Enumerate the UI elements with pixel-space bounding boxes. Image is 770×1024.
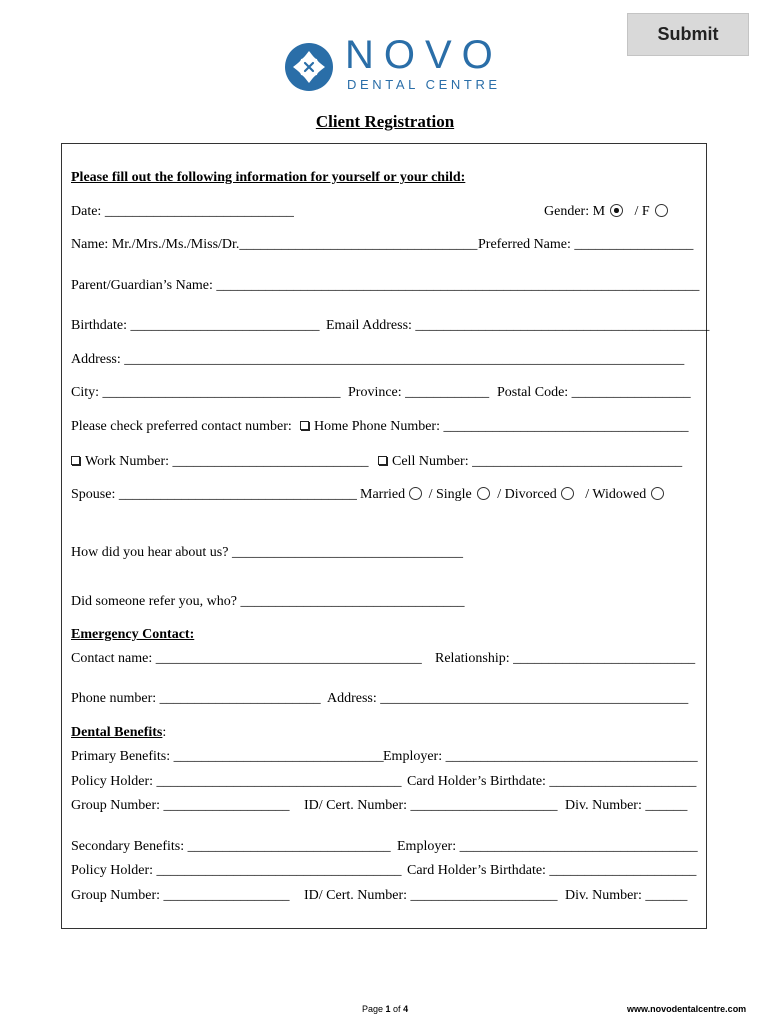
page-current: 1 [385,1004,391,1014]
page-indicator [362,1003,408,1015]
logo-subtitle: DENTAL CENTRE [347,77,501,92]
cell-number-checkbox[interactable] [378,456,387,465]
emergency-address-field[interactable]: Address: ____________________________________________ [327,691,689,706]
work-number-checkbox[interactable] [71,456,80,465]
primary-card-holder-birthdate-field[interactable]: Card Holder’s Birthdate: _____________________ [407,774,697,789]
secondary-div-number-field[interactable]: Div. Number: ______ [565,888,688,903]
secondary-group-number-field[interactable]: Group Number: __________________ [71,888,290,903]
emergency-contact-heading: Emergency Contact: [71,627,195,642]
relationship-field[interactable]: Relationship: __________________________ [435,651,696,666]
dental-benefits-heading: Dental Benefits [71,725,163,740]
secondary-card-holder-birthdate-field[interactable]: Card Holder’s Birthdate: _____________________ [407,863,697,878]
primary-div-number-field[interactable]: Div. Number: ______ [565,798,688,813]
primary-group-number-field[interactable]: Group Number: __________________ [71,798,290,813]
website-url: www.novodentalcentre.com [627,1004,747,1014]
widowed-radio[interactable] [651,487,664,500]
marital-status-group [360,486,664,504]
married-radio[interactable] [409,487,422,500]
gender-group [544,203,668,221]
referred-by-field[interactable]: Did someone refer you, who? ________________________________ [71,594,465,609]
province-field[interactable]: Province: ____________ [348,385,490,400]
gender-label: Gender: M [544,204,606,219]
contact-preference-label: Please check preferred contact number: [71,419,292,434]
parent-guardian-field[interactable]: Parent/Guardian’s Name: _____________________________________________________________________ [71,278,700,293]
dental-benefits-heading-group [71,724,166,742]
primary-id-cert-number-field[interactable]: ID/ Cert. Number: _____________________ [304,798,558,813]
spouse-field[interactable]: Spouse: __________________________________ [71,487,357,502]
primary-employer-field[interactable]: Employer: ____________________________________ [383,749,698,764]
widowed-label: / Widowed [585,487,647,502]
hear-about-field[interactable]: How did you hear about us? _________________________________ [71,545,463,560]
single-radio[interactable] [477,487,490,500]
preferred-name-field[interactable]: Preferred Name: _________________ [478,237,694,252]
primary-policy-holder-field[interactable]: Policy Holder: ___________________________________ [71,774,402,789]
dental-benefits-colon: : [162,725,167,740]
date-field[interactable]: Date: ___________________________ [71,204,294,219]
married-label: Married [360,487,406,502]
work-number-field[interactable]: Work Number: ____________________________ [85,454,369,469]
novo-logo-icon [284,42,334,92]
gender-male-radio[interactable] [610,204,623,217]
home-phone-option[interactable] [300,418,688,436]
logo-wordmark: NOVO [345,33,503,77]
secondary-employer-field[interactable]: Employer: __________________________________ [397,839,698,854]
primary-benefits-field[interactable]: Primary Benefits: ______________________________ [71,749,384,764]
city-field[interactable]: City: __________________________________ [71,385,341,400]
page-prefix: Page [362,1004,386,1014]
email-field[interactable]: Email Address: __________________________________________ [326,318,710,333]
phone-number-field[interactable]: Phone number: _______________________ [71,691,321,706]
work-number-option[interactable] [71,453,369,471]
home-phone-checkbox[interactable] [300,421,309,430]
name-field[interactable]: Name: Mr./Mrs./Ms./Miss/Dr.__________________________________ [71,237,478,252]
contact-name-field[interactable]: Contact name: ______________________________________ [71,651,422,666]
form-intro: Please fill out the following information for yourself or your child: [71,170,466,185]
secondary-benefits-field[interactable]: Secondary Benefits: _____________________________ [71,839,391,854]
submit-button[interactable]: Submit [627,13,749,56]
divorced-radio[interactable] [561,487,574,500]
page-title: Client Registration [315,112,455,131]
home-phone-field[interactable]: Home Phone Number: ___________________________________ [314,419,689,434]
gender-female-label: / F [634,204,650,219]
divorced-label: / Divorced [497,487,557,502]
birthdate-field[interactable]: Birthdate: ___________________________ [71,318,320,333]
postal-code-field[interactable]: Postal Code: _________________ [497,385,691,400]
page-of: of [390,1004,404,1014]
secondary-id-cert-number-field[interactable]: ID/ Cert. Number: _____________________ [304,888,558,903]
single-label: / Single [428,487,472,502]
gender-female-radio[interactable] [655,204,668,217]
cell-number-field[interactable]: Cell Number: ______________________________ [392,454,683,469]
cell-number-option[interactable] [378,453,682,471]
page-total: 4 [403,1004,409,1014]
secondary-policy-holder-field[interactable]: Policy Holder: ___________________________________ [71,863,402,878]
address-field[interactable]: Address: ________________________________________________________________________________ [71,352,685,367]
